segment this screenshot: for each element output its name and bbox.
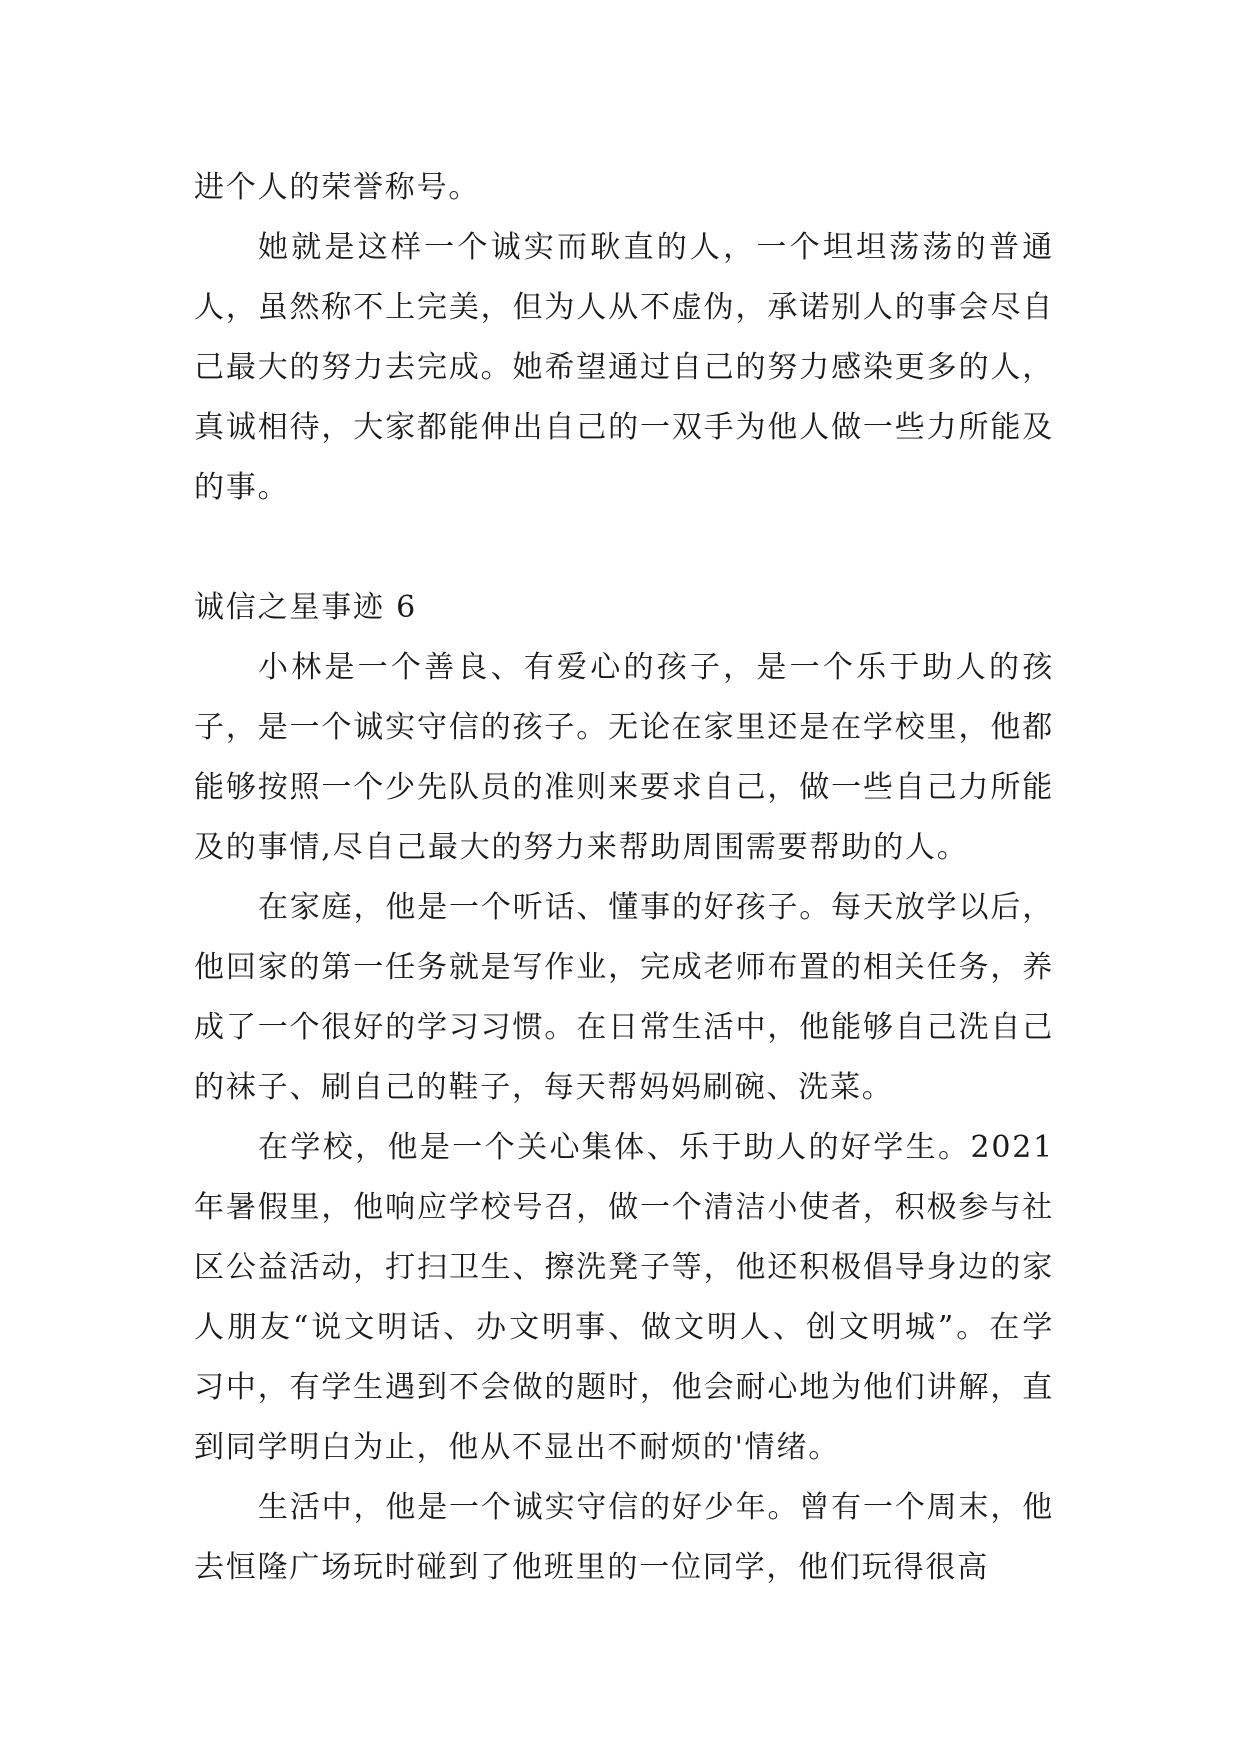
paragraph: 生活中，他是一个诚实守信的好少年。曾有一个周末，他去恒隆广场玩时碰到了他班里的一位同学，他们玩得很高 [194, 1490, 1054, 1585]
paragraph: 在学校，他是一个关心集体、乐于助人的好学生。2021年暑假里，他响应学校号召，做一个清洁小使者，积极参与社区公益活动，打扫卫生、擦洗凳子等，他还积极倡导身边的家人朋友“说文明话、办文明事、做文明人、创文明城”。在学习中，有学生遇到不会做的题时，他会耐心地为他们讲解，直到同学明白为止，他从不显出不耐烦的'情绪。 [194, 1130, 1054, 1465]
paragraph-continuation: 进个人的荣誉称号。 [194, 170, 481, 205]
paragraph: 在家庭，他是一个听话、懂事的好孩子。每天放学以后，他回家的第一任务就是写作业，完成老师布置的相关任务，养成了一个很好的学习习惯。在日常生活中，他能够自己洗自己的袜子、刷自己的鞋子，每天帮妈妈刷碗、洗菜。 [194, 890, 1054, 1105]
paragraph: 小林是一个善良、有爱心的孩子，是一个乐于助人的孩子，是一个诚实守信的孩子。无论在家里还是在学校里，他都能够按照一个少先队员的准则来要求自己，做一些自己力所能及的事情,尽自己最大的努力来帮助周围需要帮助的人。 [194, 650, 1054, 865]
document-body [194, 158, 1054, 1598]
section-title: 诚信之星事迹 6 [194, 590, 418, 625]
paragraph: 她就是这样一个诚实而耿直的人，一个坦坦荡荡的普通人，虽然称不上完美，但为人从不虚伪，承诺别人的事会尽自己最大的努力去完成。她希望通过自己的努力感染更多的人，真诚相待，大家都能伸出自己的一双手为他人做一些力所能及的事。 [194, 230, 1054, 505]
